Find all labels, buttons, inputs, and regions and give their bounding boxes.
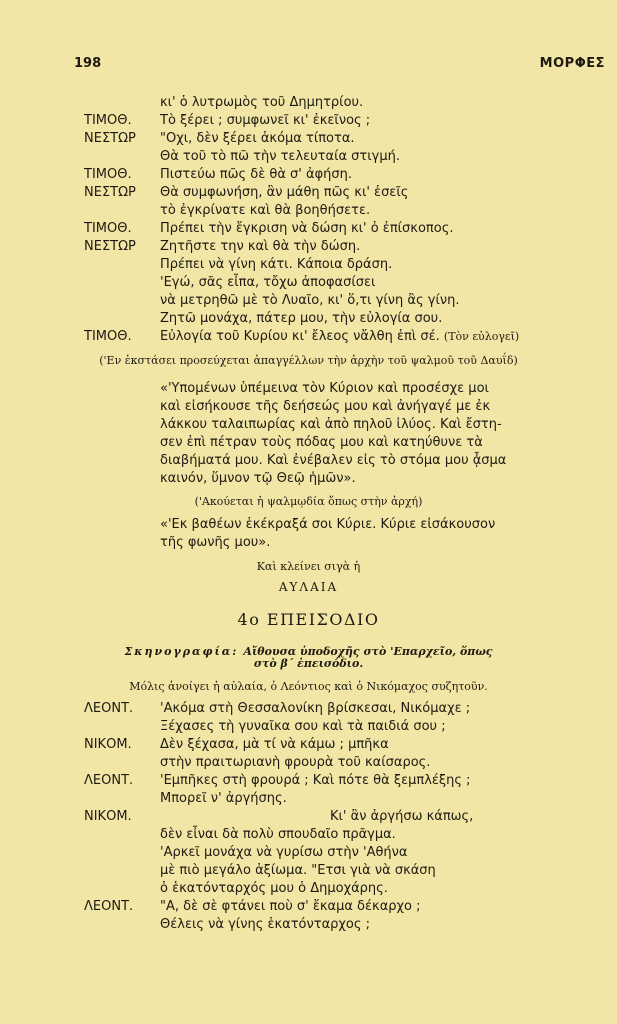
psalm-line: «'Υπομένων ὑπέμεινα τὸν Κύριον καὶ προσέσχε μοι — [160, 381, 489, 396]
scenography-text: Αἴθουσα ὑποδοχῆς στὸ 'Επαρχεῖο, ὅπως — [243, 645, 493, 658]
speaker-label: ΤΙΜΟΘ. — [84, 221, 132, 236]
dialogue-text: Εὐλογία τοῦ Κυρίου κι' ἔλεος νἄλθη ἐπὶ σέ. — [160, 329, 440, 344]
dialogue-line: Πιστεύω πῶς δὲ θὰ σ' ἀφήση. — [160, 167, 352, 182]
dialogue-line: "Οχι, δὲν ξέρει ἀκόμα τίποτα. — [160, 131, 355, 146]
dialogue-line: Ζητῶ μονάχα, πάτερ μου, τὴν εὐλογία σου. — [160, 311, 443, 326]
episode-title: 4ο ΕΠΕΙΣΟΔΙΟ — [237, 610, 380, 629]
curtain-note: Καὶ κλείνει σιγὰ ἡ — [256, 560, 361, 573]
dialogue-line: Κι' ἂν ἀργήσω κάπως, — [330, 809, 474, 824]
psalm-line: καὶ εἰσήκουσε τῆς δεήσεώς μου καὶ ἀνήγαγέ με ἐκ — [160, 399, 491, 414]
speaker-label: ΛΕΟΝΤ. — [84, 899, 134, 914]
dialogue-line: τὸ ἐγκρίνατε καὶ θὰ βοηθήσετε. — [160, 203, 371, 218]
dialogue-line: Ξέχασες τὴ γυναῖκα σου καὶ τὰ παιδιά σου ; — [160, 719, 446, 734]
speaker-label: ΤΙΜΟΘ. — [84, 113, 132, 128]
psalm-line: διαβήματά μου. Καὶ ἐνέβαλεν εἰς τὸ στόμα μου ᾆσμα — [160, 453, 507, 468]
dialogue-line: Πρέπει νὰ γίνη κάτι. Κάποια δράση. — [160, 257, 393, 272]
dialogue-line: Δὲν ξέχασα, μὰ τί νὰ κάμω ; μπῆκα — [160, 737, 389, 752]
dialogue-line: ὁ ἑκατόνταρχός μου ὁ Δημοχάρης. — [160, 881, 388, 896]
speaker-label: ΝΙΚΟΜ. — [84, 809, 132, 824]
dialogue-line: 'Ακόμα στὴ Θεσσαλονίκη βρίσκεσαι, Νικόμαχε ; — [160, 701, 471, 716]
dialogue-line: Πρέπει τὴν ἔγκριση νὰ δώση κι' ὁ ἐπίσκοπος. — [160, 221, 454, 236]
scenography-line-2: στὸ β΄ ἐπεισόδιο. — [253, 657, 364, 670]
running-title: ΜΟΡΦΕΣ — [539, 56, 605, 71]
dialogue-line: μὲ πιὸ μεγάλο ἀξίωμα. "Ετσι γιὰ νὰ σκάση — [160, 863, 436, 878]
speaker-label: ΝΕΣΤΩΡ — [84, 185, 136, 200]
dialogue-line: στὴν πραιτωριανὴ φρουρὰ τοῦ καίσαρος. — [160, 755, 431, 770]
dialogue-line: Μπορεῖ ν' ἀργήσης. — [160, 791, 287, 806]
speaker-label: ΝΕΣΤΩΡ — [84, 239, 136, 254]
dialogue-line: 'Εμπῆκες στὴ φρουρά ; Καὶ πότε θὰ ξεμπλέξης ; — [160, 773, 471, 788]
psalm-line: «'Εκ βαθέων ἐκέκραξά σοι Κύριε. Κύριε εἰσάκουσον — [160, 517, 496, 532]
dialogue-line — [160, 328, 519, 346]
page-number: 198 — [74, 56, 102, 71]
speaker-label: ΝΙΚΟΜ. — [84, 737, 132, 752]
dialogue-line: 'Αρκεῖ μονάχα νὰ γυρίσω στὴν 'Αθήνα — [160, 845, 408, 860]
speaker-label: ΤΙΜΟΘ. — [84, 329, 132, 344]
psalm-line: σεν ἐπὶ πέτραν τοὺς πόδας μου καὶ κατηύθυνε τὰ — [160, 435, 483, 450]
psalm-line: λάκκου ταλαιπωρίας καὶ ἀπὸ πηλοῦ ἰλύος. Καὶ ἔστη- — [160, 417, 502, 432]
dialogue-line: Θέλεις νὰ γίνης ἑκατόνταρχος ; — [160, 917, 371, 932]
dialogue-line: 'Εγώ, σᾶς εἶπα, τὄχω ἀποφασίσει — [160, 275, 376, 290]
psalm-line: τῆς φωνῆς μου». — [160, 535, 271, 550]
dialogue-line: κι' ὁ λυτρωμὸς τοῦ Δημητρίου. — [160, 95, 364, 110]
stage-direction: (Τὸν εὐλογεῖ) — [443, 330, 520, 343]
dialogue-line: Θὰ τοῦ τὸ πῶ τὴν τελευταία στιγμή. — [160, 149, 400, 164]
stage-direction: ('Ακούεται ἡ ψαλμῳδία ὅπως στὴν ἀρχή) — [194, 495, 423, 508]
dialogue-line: Ζητῆστε την καὶ θὰ τὴν δώση. — [160, 239, 361, 254]
stage-direction: Μόλις ἀνοίγει ἡ αὐλαία, ὁ Λεόντιος καὶ ὁ Νικόμαχος συζητοῦν. — [129, 680, 488, 693]
dialogue-line: νὰ μετρηθῶ μὲ τὸ Λυαῖο, κι' ὅ,τι γίνη ἂς γίνη. — [160, 293, 460, 308]
speaker-label: ΝΕΣΤΩΡ — [84, 131, 136, 146]
dialogue-line: "Α, δὲ σὲ φτάνει ποὺ σ' ἔκαμα δέκαρχο ; — [160, 899, 421, 914]
dialogue-line: Θὰ συμφωνήση, ἂν μάθη πῶς κι' ἐσεῖς — [160, 185, 409, 200]
psalm-line: καινόν, ὕμνον τῷ Θεῷ ἡμῶν». — [160, 471, 356, 486]
speaker-label: ΛΕΟΝΤ. — [84, 773, 134, 788]
dialogue-line: Τὸ ξέρει ; συμφωνεῖ κι' ἐκεῖνος ; — [160, 113, 371, 128]
speaker-label: ΤΙΜΟΘ. — [84, 167, 132, 182]
dialogue-line: δὲν εἶναι δὰ πολὺ σπουδαῖο πρᾶγμα. — [160, 827, 396, 842]
speaker-label: ΛΕΟΝΤ. — [84, 701, 134, 716]
scenography-label: Σκηνογραφία: — [124, 645, 239, 658]
curtain-heading: ΑΥΛΑΙΑ — [278, 580, 339, 594]
stage-direction: ('Εν ἐκστάσει προσεύχεται ἀπαγγέλλων τὴν ἀρχὴν τοῦ ψαλμοῦ τοῦ Δαυΐδ) — [99, 354, 518, 367]
